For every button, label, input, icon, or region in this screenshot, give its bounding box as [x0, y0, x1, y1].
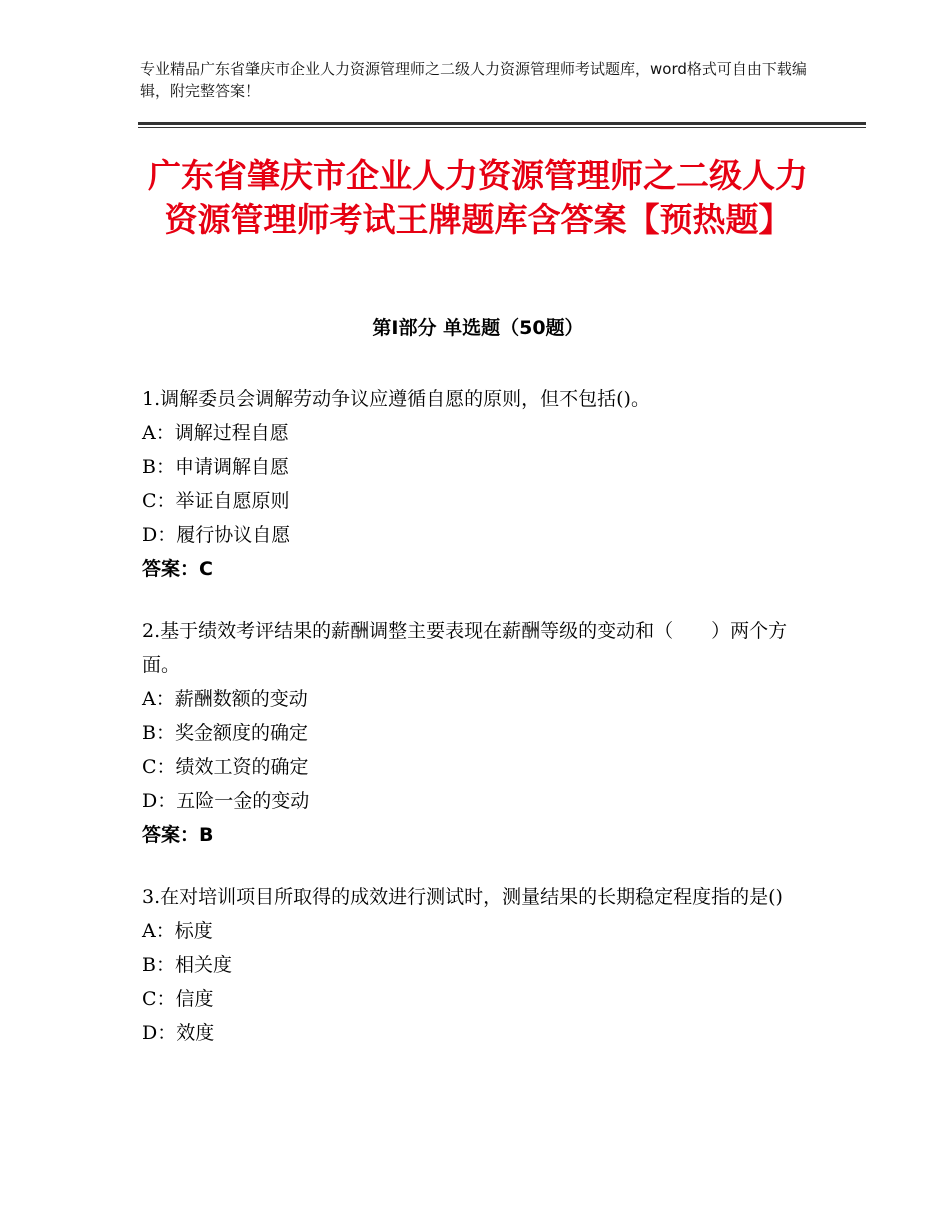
option-c: C：举证自愿原则 [142, 490, 290, 512]
document-title: 广东省肇庆市企业人力资源管理师之二级人力资源管理师考试王牌题库含答案【预热题】 [148, 156, 808, 239]
question-stem: 3.在对培训项目所取得的成效进行测试时，测量结果的长期稳定程度指的是() [142, 886, 783, 908]
header-rule-thick [138, 122, 866, 125]
header-note: 专业精品广东省肇庆市企业人力资源管理师之二级人力资源管理师考试题库，word格式可自由下载编辑，附完整答案！ [140, 60, 807, 100]
answer: 答案：C [142, 558, 213, 580]
option-b: B：申请调解自愿 [142, 456, 289, 478]
option-c: C：绩效工资的确定 [142, 756, 309, 778]
question-2 [142, 614, 822, 852]
option-a: A：标度 [142, 920, 213, 942]
question-stem: 1.调解委员会调解劳动争议应遵循自愿的原则，但不包括()。 [142, 388, 650, 410]
option-c: C：信度 [142, 988, 214, 1010]
question-list [142, 382, 822, 1078]
option-d: D：五险一金的变动 [142, 790, 310, 812]
question-3 [142, 880, 822, 1050]
option-d: D：履行协议自愿 [142, 524, 291, 546]
question-1 [142, 382, 822, 586]
option-b: B：相关度 [142, 954, 232, 976]
header-rule-thin [138, 127, 866, 128]
option-a: A：调解过程自愿 [142, 422, 289, 444]
section-title: 第Ⅰ部分 单选题（50题） [372, 317, 584, 339]
option-d: D：效度 [142, 1022, 215, 1044]
answer: 答案：B [142, 824, 214, 846]
question-stem: 2.基于绩效考评结果的薪酬调整主要表现在薪酬等级的变动和（ ）两个方面。 [142, 620, 788, 676]
option-a: A：薪酬数额的变动 [142, 688, 308, 710]
option-b: B：奖金额度的确定 [142, 722, 308, 744]
